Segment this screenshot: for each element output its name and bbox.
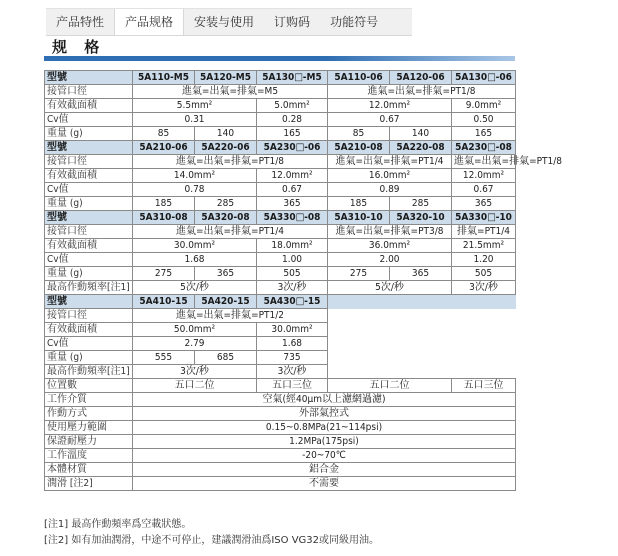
value-cell: 進氣=出氣=排氣=PT1/4 bbox=[133, 225, 328, 239]
row-label: 有效截面積 bbox=[45, 169, 133, 183]
model-cell: 5A410-15 bbox=[133, 295, 195, 309]
value-cell: 進氣=出氣=排氣=PT1/4 bbox=[328, 155, 452, 169]
row-label: 位置數 bbox=[45, 379, 133, 393]
row-label: 重量 (g) bbox=[45, 197, 133, 211]
table-row bbox=[45, 449, 516, 463]
model-cell: 5A420-15 bbox=[195, 295, 257, 309]
value-cell: 365 bbox=[390, 267, 452, 281]
value-cell: 2.00 bbox=[328, 253, 452, 267]
row-label: 接管口徑 bbox=[45, 85, 133, 99]
value-cell: 五口三位 bbox=[257, 379, 328, 393]
row-label: 型號 bbox=[45, 295, 133, 309]
value-cell: 五口二位 bbox=[133, 379, 257, 393]
model-cell: 5A120-06 bbox=[390, 71, 452, 85]
value-cell: 18.0mm² bbox=[257, 239, 328, 253]
blank-cell bbox=[328, 365, 516, 379]
model-cell: 5A320-08 bbox=[195, 211, 257, 225]
table-row bbox=[45, 197, 516, 211]
table-row bbox=[45, 85, 516, 99]
value-cell: 0.15~0.8MPa(21~114psi) bbox=[133, 421, 516, 435]
value-cell: 五口二位 bbox=[328, 379, 452, 393]
value-cell: 3次/秒 bbox=[257, 281, 328, 295]
model-cell: 5A110-06 bbox=[328, 71, 390, 85]
spec-table bbox=[44, 70, 563, 491]
value-cell: 5.0mm² bbox=[257, 99, 328, 113]
value-cell: 140 bbox=[390, 127, 452, 141]
model-cell: 5A120-M5 bbox=[195, 71, 257, 85]
row-label: 潤滑 [注2] bbox=[45, 477, 133, 491]
value-cell: 140 bbox=[195, 127, 257, 141]
value-cell: 3次/秒 bbox=[257, 365, 328, 379]
value-cell: 0.67 bbox=[452, 183, 516, 197]
table-row bbox=[45, 463, 516, 477]
value-cell: 185 bbox=[133, 197, 195, 211]
row-label: 型號 bbox=[45, 71, 133, 85]
row-label: 型號 bbox=[45, 141, 133, 155]
table-row bbox=[45, 127, 516, 141]
row-label: 工作溫度 bbox=[45, 449, 133, 463]
row-label: 作動方式 bbox=[45, 407, 133, 421]
value-cell: 1.20 bbox=[452, 253, 516, 267]
table-row bbox=[45, 323, 516, 337]
table-row bbox=[45, 309, 516, 323]
model-cell: 5A310-10 bbox=[328, 211, 390, 225]
table-row bbox=[45, 365, 516, 379]
value-cell: 0.78 bbox=[133, 183, 257, 197]
table-row bbox=[45, 225, 516, 239]
footnotes bbox=[44, 517, 379, 549]
model-cell: 5A320-10 bbox=[390, 211, 452, 225]
value-cell: 外部氣控式 bbox=[133, 407, 516, 421]
row-label: 工作介質 bbox=[45, 393, 133, 407]
value-cell: 505 bbox=[257, 267, 328, 281]
table-row bbox=[45, 183, 516, 197]
blank-cell bbox=[328, 337, 516, 351]
value-cell: 285 bbox=[195, 197, 257, 211]
row-label: 接管口徑 bbox=[45, 309, 133, 323]
row-label: 重量 (g) bbox=[45, 351, 133, 365]
model-cell: 5A330□-10 bbox=[452, 211, 516, 225]
value-cell: 五口三位 bbox=[452, 379, 516, 393]
value-cell: 1.68 bbox=[257, 337, 328, 351]
table-row bbox=[45, 337, 516, 351]
value-cell: 2.79 bbox=[133, 337, 257, 351]
value-cell: 685 bbox=[195, 351, 257, 365]
row-label: 保證耐壓力 bbox=[45, 435, 133, 449]
model-cell: 5A220-08 bbox=[390, 141, 452, 155]
value-cell: 鋁合金 bbox=[133, 463, 516, 477]
value-cell: 進氣=出氣=排氣=PT1/8 bbox=[452, 155, 516, 169]
model-cell: 5A230□-06 bbox=[257, 141, 328, 155]
table-row bbox=[45, 435, 516, 449]
blank-cell bbox=[328, 295, 516, 309]
value-cell: 365 bbox=[257, 197, 328, 211]
value-cell: 0.28 bbox=[257, 113, 328, 127]
model-cell: 5A430□-15 bbox=[257, 295, 328, 309]
table-row bbox=[45, 239, 516, 253]
table-row bbox=[45, 141, 516, 155]
table-row bbox=[45, 169, 516, 183]
value-cell: 185 bbox=[328, 197, 390, 211]
value-cell: 85 bbox=[328, 127, 390, 141]
value-cell: 14.0mm² bbox=[133, 169, 257, 183]
value-cell: 275 bbox=[133, 267, 195, 281]
value-cell: 0.50 bbox=[452, 113, 516, 127]
value-cell: 30.0mm² bbox=[133, 239, 257, 253]
value-cell: 165 bbox=[452, 127, 516, 141]
footnote-1: [注1] 最高作動頻率爲空載狀態。 bbox=[44, 519, 192, 530]
tab-specs[interactable]: 产品规格 bbox=[114, 9, 184, 35]
model-cell: 5A130□-M5 bbox=[257, 71, 328, 85]
value-cell: 0.67 bbox=[328, 113, 452, 127]
tab-bar bbox=[46, 8, 412, 36]
value-cell: 3次/秒 bbox=[133, 365, 257, 379]
table-row bbox=[45, 295, 516, 309]
model-cell: 5A210-08 bbox=[328, 141, 390, 155]
row-label: 最高作動頻率[注1] bbox=[45, 365, 133, 379]
row-label: Cv值 bbox=[45, 183, 133, 197]
model-cell: 5A130□-06 bbox=[452, 71, 516, 85]
section-title: 规 格 bbox=[52, 38, 106, 56]
row-label: 使用壓力範圍 bbox=[45, 421, 133, 435]
value-cell: 1.68 bbox=[133, 253, 257, 267]
value-cell: 3次/秒 bbox=[452, 281, 516, 295]
table-row bbox=[45, 421, 516, 435]
table-row bbox=[45, 267, 516, 281]
value-cell: 5次/秒 bbox=[133, 281, 257, 295]
row-label: 有效截面積 bbox=[45, 323, 133, 337]
value-cell: 9.0mm² bbox=[452, 99, 516, 113]
footnote-2: [注2] 如有加油潤滑，中途不可停止，建議潤滑油爲ISO VG32或同級用油。 bbox=[44, 535, 380, 546]
table-row bbox=[45, 113, 516, 127]
row-label: 重量 (g) bbox=[45, 127, 133, 141]
value-cell: 進氣=出氣=排氣=M5 bbox=[133, 85, 328, 99]
row-label: Cv值 bbox=[45, 253, 133, 267]
tab-features[interactable]: 产品特性 bbox=[56, 15, 105, 29]
value-cell: 進氣=出氣=排氣=PT1/2 bbox=[133, 309, 328, 323]
value-cell: 0.31 bbox=[133, 113, 257, 127]
value-cell: 16.0mm² bbox=[328, 169, 452, 183]
value-cell: 排氣=PT1/4 bbox=[452, 225, 516, 239]
value-cell: 1.00 bbox=[257, 253, 328, 267]
row-label: Cv值 bbox=[45, 337, 133, 351]
table-row bbox=[45, 477, 516, 491]
value-cell: 5.5mm² bbox=[133, 99, 257, 113]
value-cell: 12.0mm² bbox=[328, 99, 452, 113]
value-cell: 365 bbox=[195, 267, 257, 281]
table-row bbox=[45, 281, 516, 295]
value-cell: 50.0mm² bbox=[133, 323, 257, 337]
table-row bbox=[45, 253, 516, 267]
row-label: 型號 bbox=[45, 211, 133, 225]
row-label: 接管口徑 bbox=[45, 155, 133, 169]
row-label: 有效截面積 bbox=[45, 239, 133, 253]
row-label: 重量 (g) bbox=[45, 267, 133, 281]
value-cell: 不需要 bbox=[133, 477, 516, 491]
value-cell: 0.89 bbox=[328, 183, 452, 197]
model-cell: 5A330□-08 bbox=[257, 211, 328, 225]
table-row bbox=[45, 71, 516, 85]
value-cell: 12.0mm² bbox=[452, 169, 516, 183]
tab-symbols[interactable]: 功能符号 bbox=[330, 15, 379, 29]
title-underline bbox=[44, 56, 515, 61]
value-cell: 735 bbox=[257, 351, 328, 365]
row-label: 有效截面積 bbox=[45, 99, 133, 113]
value-cell: 555 bbox=[133, 351, 195, 365]
model-cell: 5A110-M5 bbox=[133, 71, 195, 85]
row-label: 本體材質 bbox=[45, 463, 133, 477]
value-cell: 275 bbox=[328, 267, 390, 281]
value-cell: 165 bbox=[257, 127, 328, 141]
tab-order-code[interactable]: 订购码 bbox=[274, 15, 311, 29]
table-row bbox=[45, 351, 516, 365]
model-cell: 5A230□-08 bbox=[452, 141, 516, 155]
value-cell: -20~70℃ bbox=[133, 449, 516, 463]
value-cell: 365 bbox=[452, 197, 516, 211]
value-cell: 進氣=出氣=排氣=PT1/8 bbox=[328, 85, 516, 99]
model-cell: 5A210-06 bbox=[133, 141, 195, 155]
value-cell: 36.0mm² bbox=[328, 239, 452, 253]
value-cell: 30.0mm² bbox=[257, 323, 328, 337]
value-cell: 0.67 bbox=[257, 183, 328, 197]
value-cell: 進氣=出氣=排氣=PT1/8 bbox=[133, 155, 328, 169]
value-cell: 空氣(經40μm以上濾網過濾) bbox=[133, 393, 516, 407]
table-row bbox=[45, 379, 516, 393]
model-cell: 5A220-06 bbox=[195, 141, 257, 155]
table-row bbox=[45, 211, 516, 225]
value-cell: 12.0mm² bbox=[257, 169, 328, 183]
value-cell: 85 bbox=[133, 127, 195, 141]
table-row bbox=[45, 393, 516, 407]
value-cell: 進氣=出氣=排氣=PT3/8 bbox=[328, 225, 452, 239]
value-cell: 1.2MPa(175psi) bbox=[133, 435, 516, 449]
blank-cell bbox=[328, 351, 516, 365]
table-row bbox=[45, 99, 516, 113]
table-row bbox=[45, 155, 516, 169]
value-cell: 21.5mm² bbox=[452, 239, 516, 253]
table-row bbox=[45, 407, 516, 421]
value-cell: 5次/秒 bbox=[328, 281, 452, 295]
blank-cell bbox=[328, 323, 516, 337]
row-label: 接管口徑 bbox=[45, 225, 133, 239]
model-cell: 5A310-08 bbox=[133, 211, 195, 225]
row-label: Cv值 bbox=[45, 113, 133, 127]
blank-cell bbox=[328, 309, 516, 323]
row-label: 最高作動頻率[注1] bbox=[45, 281, 133, 295]
value-cell: 505 bbox=[452, 267, 516, 281]
tab-install[interactable]: 安装与使用 bbox=[194, 15, 255, 29]
value-cell: 285 bbox=[390, 197, 452, 211]
